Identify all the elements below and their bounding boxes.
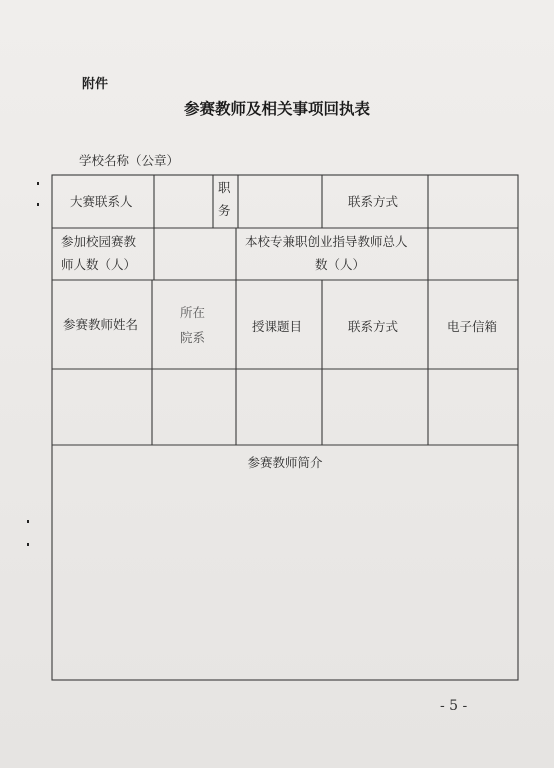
contact-person-label: 大赛联系人 bbox=[70, 194, 133, 209]
teacher-bio-label: 参赛教师简介 bbox=[247, 455, 323, 470]
position-label-char2: 务 bbox=[218, 203, 231, 218]
college-header-line2: 院系 bbox=[180, 330, 206, 345]
college-header-line1: 所在 bbox=[180, 305, 206, 320]
contact-method-label: 联系方式 bbox=[348, 194, 399, 209]
mentor-total-label-line2: 数（人） bbox=[314, 257, 365, 272]
school-name-label: 学校名称（公章） bbox=[79, 153, 180, 168]
page-number: - 5 - bbox=[440, 698, 468, 714]
position-label-char1: 职 bbox=[218, 180, 231, 195]
campus-teacher-count-label-line2: 师人数（人） bbox=[61, 257, 137, 272]
email-header: 电子信箱 bbox=[447, 319, 498, 334]
course-topic-header: 授课题目 bbox=[252, 319, 303, 334]
campus-teacher-count-label-line1: 参加校园赛教 bbox=[61, 234, 137, 249]
mentor-total-label-line1: 本校专兼职创业指导教师总人 bbox=[245, 234, 408, 249]
teacher-name-header: 参赛教师姓名 bbox=[63, 317, 139, 332]
attachment-label: 附件 bbox=[82, 77, 109, 92]
contact-method-header: 联系方式 bbox=[348, 319, 399, 334]
document-title: 参赛教师及相关事项回执表 bbox=[183, 99, 370, 118]
